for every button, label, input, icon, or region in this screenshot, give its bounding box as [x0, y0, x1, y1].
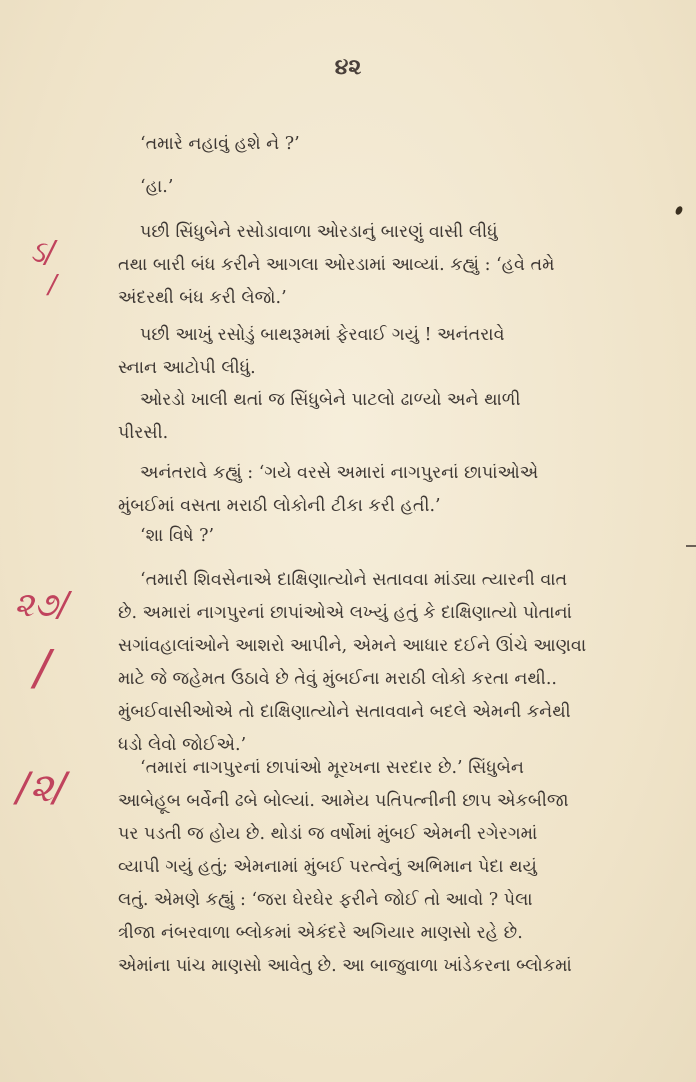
paragraph-5: ઓરડો ખાલી થતાં જ સિંધુબેને પાટલો ઢાળ્યો અને થાળી પીરસી. [118, 390, 521, 443]
paragraph-7: ‘શા વિષે ?’ [140, 526, 215, 546]
paragraph-8: ‘તમારી શિવસેનાએ દાક્ષિણાત્યોને સતાવવા માંડ્યા ત્યારની વાત છે. અમારાં નાગપુરનાં છાપાંઓએ લખ્યું હતું કે દાક્ષિણાત્યો પોતાનાં સગાંવહાલાંઓને આશરો આપીને, એમને આધાર દઈને ઊંચે આણવા માટે જે જહેમત ઉઠાવે છે તેવું મુંબઈના મરાઠી લોકો કરતા નથી.. મુંબઈવાસીઓએ તો દાક્ષિણાત્યોને સતાવવાને બદલે એમની કનેથી ધડો લેવો જોઈએ.’ [118, 570, 587, 755]
ink-speck [674, 205, 684, 216]
margin-mark-3: ૨૭/ [14, 585, 70, 625]
paragraph-6: અનંતરાવે કહ્યું : ‘ગયે વરસે અમારાં નાગપુરનાં છાપાંઓએ મુંબઈમાં વસતા મરાઠી લોકોની ટીકા કરી હતી.’ [118, 463, 539, 516]
paragraph-3: પછી સિંધુબેને રસોડાવાળા ઓરડાનું બારણું વાસી લીધું તથા બારી બંધ કરીને આગલા ઓરડામાં આવ્યાં. કહ્યું : ‘હવે તમે અંદરથી બંધ કરી લેજો.’ [118, 222, 555, 308]
paragraph-2: ‘હા.’ [140, 177, 174, 197]
paragraph-4: પછી આખું રસોડું બાથરૂમમાં ફેરવાઈ ગયું ! અનંતરાવે સ્નાન આટોપી લીધું. [118, 325, 505, 378]
margin-mark-4: / [34, 640, 51, 696]
margin-mark-1: ઽ/ [30, 235, 56, 270]
edge-mark [686, 545, 696, 547]
margin-mark-5: /૨/ [16, 765, 67, 811]
margin-mark-2: / [48, 270, 57, 300]
paragraph-1: ‘તમારે નહાવું હશે ને ?’ [140, 134, 300, 154]
paragraph-9: ‘તમારાં નાગપુરનાં છાપાંઓ મૂરખના સરદાર છે.’ સિંધુબેન આબેહૂબ બર્વેની ઢબે બોલ્યાં. આમેય પતિપત્નીની છાપ એકબીજા પર પડતી જ હોય છે. થોડાં જ વર્ષોમાં મુંબઈ એમની રગેરગમાં વ્યાપી ગયું હતું; એમનામાં મુંબઈ પરત્વેનું અભિમાન પેદા થયું લતું. એમણે કહ્યું : ‘જરા ઘેરઘેર ફરીને જોઈ તો આવો ? પેલા ત્રીજા નંબરવાળા બ્લોકમાં એકંદરે અગિયાર માણસો રહે છે. એમાંના પાંચ માણસો આવેતુ છે. આ બાજુવાળા ખાંડેકરના બ્લોકમાં [118, 758, 572, 976]
page-number: ૪૨ [334, 54, 362, 80]
